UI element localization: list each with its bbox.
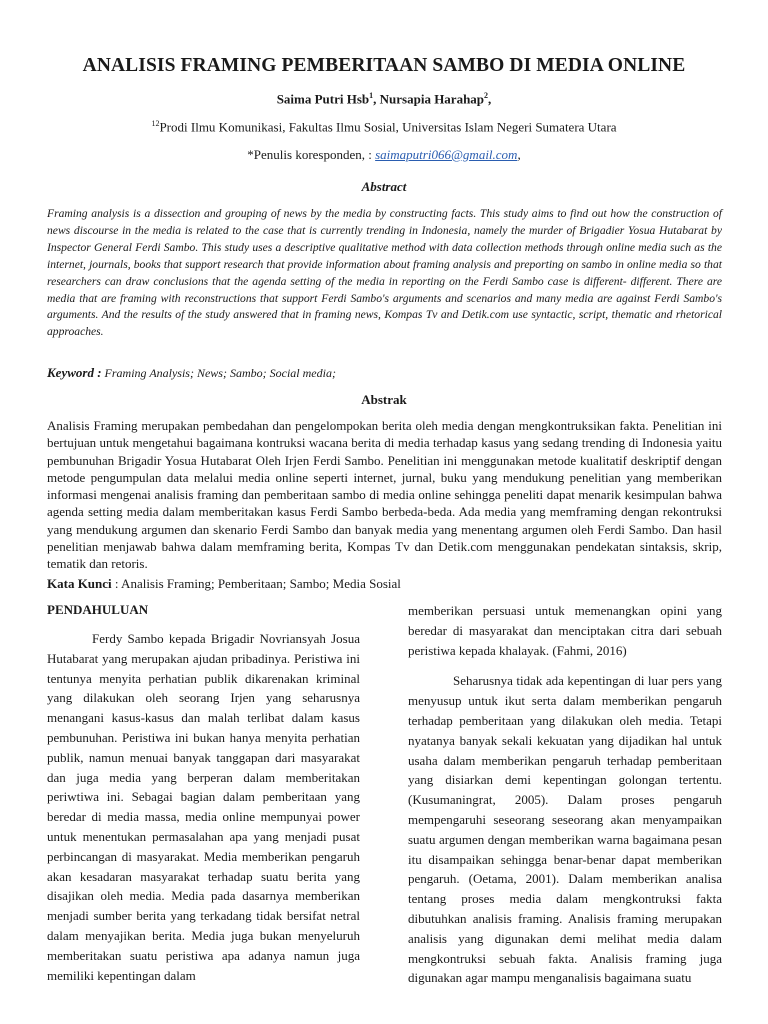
author-superscript: 2 (484, 91, 489, 100)
abstract-text: Framing analysis is a dissection and grouping of news by the media by constructing facts. This study aims to find out how the construction of news discourse in the media is related to the case that is currently trending in Indonesia, namely the murder of Brigadier Yosua Hutabarat by Inspector General Ferdi Sambo. This study uses a descriptive qualitative method with data collection methods through online media such as the internet, journals, books that support research that provide information about framing analysis and preporting on sambo in online media so that researchers can draw conclusions that the agenda setting of the media in reporting on the Ferdi Sambo case is different- different. There are media that are framing with reconstructions that support Ferdi Sambo's arguments and scenarios and many media are against Ferdi Sambo's arguments. And the results of the study answered that in framing news, Kompas Tv and Detik.com use syntactic, script, thematic and rhetorical approaches. (47, 207, 722, 339)
kata-kunci-value: : Analisis Framing; Pemberitaan; Sambo; Media Sosial (111, 576, 401, 591)
author-name: Nursapia Harahap (379, 91, 485, 107)
abstract-heading: Abstract (361, 179, 407, 194)
author-superscript: 1 (369, 91, 374, 100)
kata-kunci-label: Kata Kunci (47, 576, 112, 591)
correspondence-line (0, 147, 768, 163)
author-name: Saima Putri Hsb (276, 91, 370, 107)
body-paragraph: memberikan persuasi untuk memenangkan opini yang beredar di masyarakat dan menciptakan citra dari sebuah peristiwa kepada khalayak. (Fahmi, 2016) (408, 603, 722, 658)
left-column (47, 601, 360, 985)
section-heading-pendahuluan: PENDAHULUAN (47, 602, 149, 617)
paper-title: ANALISIS FRAMING PEMBERITAAN SAMBO DI MEDIA ONLINE (82, 55, 686, 76)
affiliation-superscript: 12 (151, 119, 160, 128)
kata-kunci-line (47, 576, 722, 592)
keyword-label: Keyword : (47, 365, 102, 380)
keyword-value: Framing Analysis; News; Sambo; Social media; (104, 366, 336, 380)
abstrak-heading: Abstrak (361, 392, 407, 407)
author-line: Saima Putri Hsb$^1$, Nursapia Harahap$^2$, (276, 91, 492, 107)
correspondence-label: *Penulis koresponden, : (247, 147, 376, 162)
correspondence-email-link[interactable]: saimaputri066@gmail.com (375, 147, 518, 162)
affiliation-text: Prodi Ilmu Komunikasi, Fakultas Ilmu Sosial, Universitas Islam Negeri Sumatera Utara (159, 119, 617, 135)
affiliation-line (0, 119, 768, 135)
correspondence-suffix: , (517, 147, 521, 162)
body-paragraph: Seharusnya tidak ada kepentingan di luar pers yang menyusup untuk ikut serta dalam memberikan pengaruh terhadap pemberitaan yang dilakukan oleh media. Tetapi nyatanya banyak sekali kekuatan yang dijadikan hal untuk usaha dalam memberikan pengaruh terhadap pemberitaan yang disiarkan demi kepentingan golongan tertentu. (Kusumaningrat, 2005). Dalam proses pengaruh mempengaruhi seseorang seseorang akan menyampaikan suatu argumen dengan memberikan warna bagaimana pesan itu disampaikan sehingga benar-benar dapat memberikan pengaruh. (Oetama, 2001). Dalam memberikan analisa tentang proses media dalam mengkontruksi fakta dibutuhkan analisis framing. Analisis framing merupakan analisis yang digunakan demi melihat media dalam mengkontruksi sebuah fakta. Analisis framing juga digunakan agar mampu menganalisis bagaimana suatu (408, 673, 722, 986)
right-column (408, 601, 722, 988)
body-paragraph: Ferdy Sambo kepada Brigadir Novriansyah Josua Hutabarat yang merupakan ajudan pribadinya. Peristiwa ini tentunya menyita perhatian publik dikarenakan kriminal yang dilakukan oleh seorang Irjen yang seharusnya menangani kasus-kasus dan malah terlibat dalam kasus pembunuhan. Peristiwa ini bukan hanya menyita perhatian publik, namun menuai banyak tanggapan dari masyarakat dan juga media yang berperan dalam memberitakan periwtiwa ini. Sebagai bagian dalam pemberitaan yang beredar di media massa, media online mempunyai power untuk menentukan permasalahan apa yang menjadi pusat perbincangan di masyarakat. Media memberikan pengaruh akan kesadaran masyarakat terhadap suatu berita yang disajikan oleh media. Media pada dasarnya memberikan menjadi sumber berita yang terkadang tidak bersifat netral dalam menyajikan berita. Media juga bukan menyeluruh memberitakan suatu peristiwa apa adanya namun juga memiliki kepentingan dalam (47, 631, 360, 983)
abstrak-text: Analisis Framing merupakan pembedahan dan pengelompokan berita oleh media dengan mengkontruksikan fakta. Penelitian ini bertujuan untuk mengetahui bagaimana kontruksi wacana berita di media terhadap kasus yang sedang trending di Indonesia yaitu pembunuhan Brigadir Yosua Hutabarat Oleh Irjen Ferdi Sambo. Penelitian ini menggunakan metode kualitatif deskriptif dengan metode pengumpulan data melalui media online seperti internet, jurnal, buku yang mendukung penelitian yang memberikan informasi mengenai analisis framing dan pemberitaan sambo di media online sehingga peneliti dapat menarik kesimpulan bahwa agenda setting media dalam memberitakan kasus Ferdi Sambo berbeda-beda. Ada media yang memframing dengan rekontruksi yang mendukung argumen dan skenario Ferdi Sambo dan banyak media yang menentang argumen oleh Ferdi Sambo. Dan hasil penelitian menjawab bahwa dalam memframing berita, Kompas Tv dan Detik.com menggunakan pendekatan sintaksis, skrip, tematik dan retoris. (47, 418, 722, 572)
keyword-line (47, 365, 722, 381)
